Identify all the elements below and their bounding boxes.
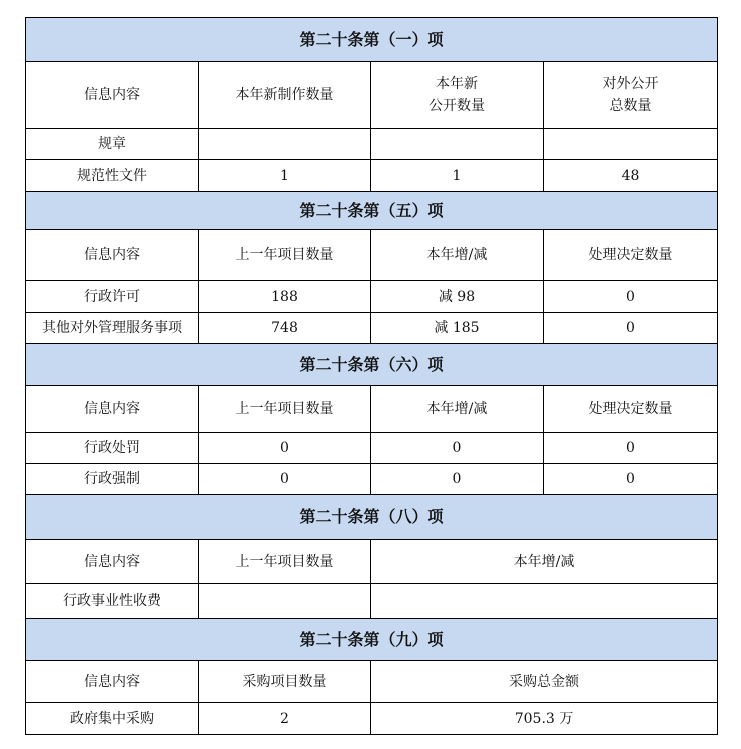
table-cell: 48 <box>544 160 718 192</box>
table-cell <box>199 129 371 160</box>
column-header: 信息内容 <box>26 386 199 433</box>
table-row <box>26 584 718 619</box>
header-row <box>26 661 718 703</box>
header-row <box>26 540 718 584</box>
column-header: 信息内容 <box>26 661 199 703</box>
row-label: 其他对外管理服务事项 <box>26 313 199 344</box>
section-title-row <box>26 619 718 661</box>
column-header: 信息内容 <box>26 540 199 584</box>
table-cell: 748 <box>199 313 371 344</box>
row-label: 行政处罚 <box>26 433 199 464</box>
table-row <box>26 433 718 464</box>
column-header: 本年新 公开数量 <box>371 62 544 129</box>
section-title-row <box>26 344 718 386</box>
column-header: 上一年项目数量 <box>199 386 371 433</box>
header-row <box>26 386 718 433</box>
table-row <box>26 703 718 735</box>
table-cell: 1 <box>199 160 371 192</box>
section-title: 第二十条第（六）项 <box>26 344 718 386</box>
table-cell: 0 <box>199 433 371 464</box>
table-cell <box>199 584 371 619</box>
table-cell <box>544 129 718 160</box>
table-cell: 188 <box>199 281 371 313</box>
section-title: 第二十条第（九）项 <box>26 619 718 661</box>
section-title-row <box>26 495 718 540</box>
table-cell: 0 <box>371 433 544 464</box>
column-header: 处理决定数量 <box>544 386 718 433</box>
column-header: 上一年项目数量 <box>199 540 371 584</box>
table-cell: 减 185 <box>371 313 544 344</box>
row-label: 规章 <box>26 129 199 160</box>
column-header: 采购总金额 <box>371 661 718 703</box>
header-row <box>26 230 718 281</box>
section-title-row <box>26 18 718 62</box>
table-cell: 0 <box>544 433 718 464</box>
table-cell: 0 <box>544 464 718 495</box>
column-header: 处理决定数量 <box>544 230 718 281</box>
column-header: 上一年项目数量 <box>199 230 371 281</box>
section-title: 第二十条第（八）项 <box>26 495 718 540</box>
table-cell: 减 98 <box>371 281 544 313</box>
table-cell: 0 <box>544 281 718 313</box>
table-cell: 0 <box>371 464 544 495</box>
table-cell: 0 <box>544 313 718 344</box>
section-title: 第二十条第（五）项 <box>26 192 718 230</box>
column-header: 本年增/减 <box>371 230 544 281</box>
table-cell: 1 <box>371 160 544 192</box>
row-label: 行政许可 <box>26 281 199 313</box>
section-title-row <box>26 192 718 230</box>
row-label: 行政强制 <box>26 464 199 495</box>
table-row <box>26 160 718 192</box>
column-header: 信息内容 <box>26 230 199 281</box>
table-cell: 2 <box>199 703 371 735</box>
row-label: 政府集中采购 <box>26 703 199 735</box>
table-row <box>26 281 718 313</box>
column-header: 采购项目数量 <box>199 661 371 703</box>
column-header: 本年增/减 <box>371 386 544 433</box>
column-header: 本年增/减 <box>371 540 718 584</box>
table-cell <box>371 584 718 619</box>
table-cell <box>371 129 544 160</box>
table-cell: 0 <box>199 464 371 495</box>
row-label: 行政事业性收费 <box>26 584 199 619</box>
column-header: 本年新制作数量 <box>199 62 371 129</box>
disclosure-table <box>25 17 718 735</box>
table-cell: 705.3 万 <box>371 703 718 735</box>
row-label: 规范性文件 <box>26 160 199 192</box>
section-title: 第二十条第（一）项 <box>26 18 718 62</box>
table-row <box>26 464 718 495</box>
column-header: 信息内容 <box>26 62 199 129</box>
column-header: 对外公开 总数量 <box>544 62 718 129</box>
header-row <box>26 62 718 129</box>
table-row <box>26 313 718 344</box>
table-row <box>26 129 718 160</box>
